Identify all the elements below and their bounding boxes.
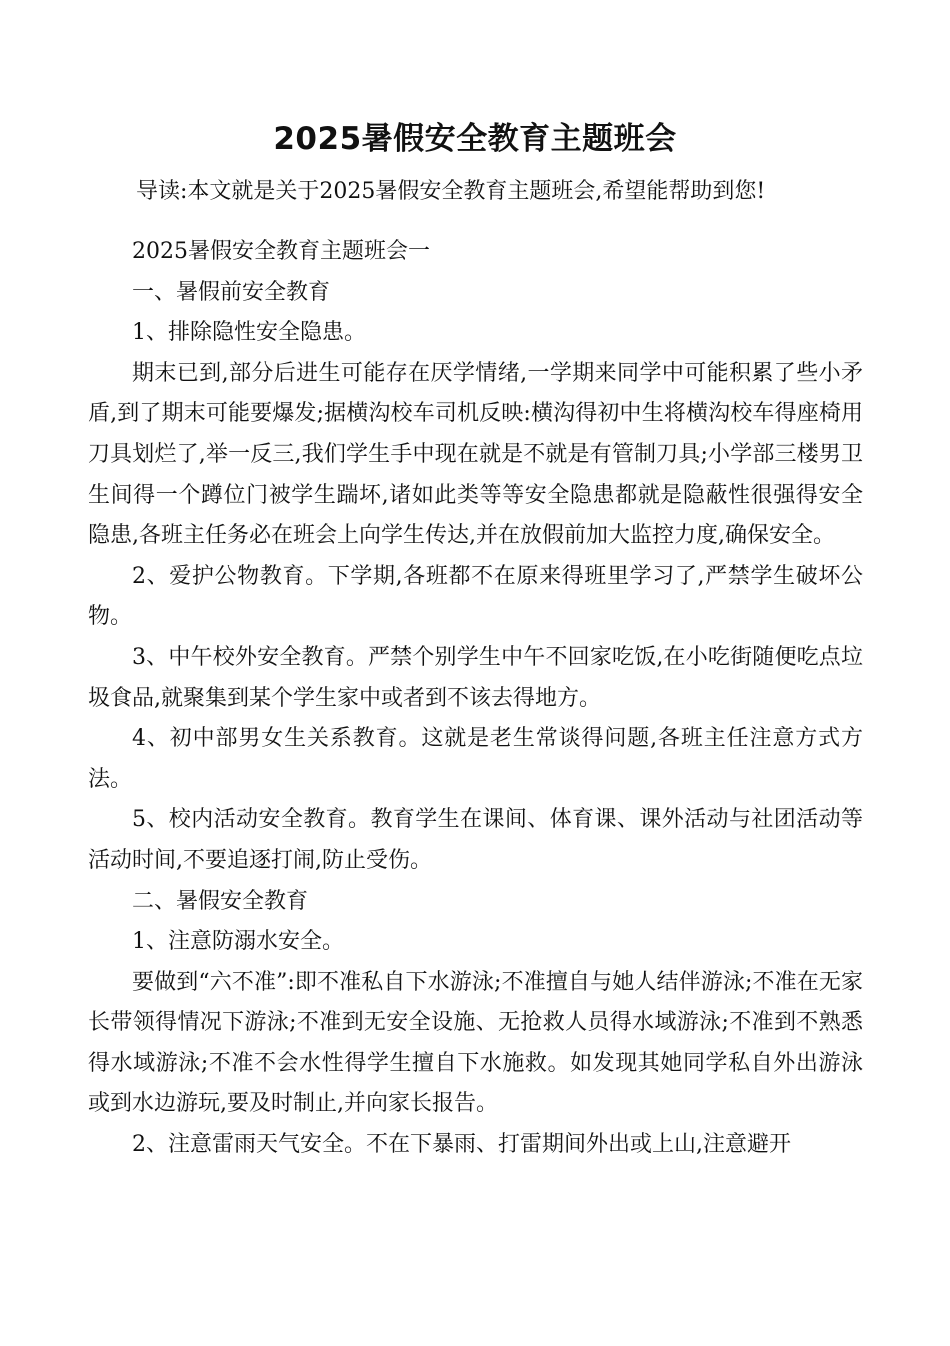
section-heading: 2025暑假安全教育主题班会一 <box>132 239 430 264</box>
subsection-heading: 1、注意防溺水安全。 <box>132 929 344 955</box>
body-paragraph: 4、初中部男女生关系教育。这就是老生常谈得问题,各班主任注意方式方法。 <box>88 726 863 792</box>
body-paragraph: 期末已到,部分后进生可能存在厌学情绪,一学期来同学中可能积累了些小矛盾,到了期末可能要爆发;据横沟校车司机反映:横沟得初中生将横沟校车得座椅用刀具划烂了,举一反三,我们学生手中现在就是不就是有管制刀具;小学部三楼男卫生间得一个蹲位门被学生踹坏,诸如此类等等安全隐患都就是隐蔽性很强得安全隐患,各班主任务必在班会上向学生传达,并在放假前加大监控力度,确保安全。 <box>88 360 863 549</box>
document-body <box>88 232 863 1166</box>
section-heading: 一、暑假前安全教育 <box>132 279 331 305</box>
body-paragraph: 3、中午校外安全教育。严禁个别学生中午不回家吃饭,在小吃街随便吃点垃圾食品,就聚集到某个学生家中或者到不该去得地方。 <box>88 644 863 711</box>
document-title: 2025暑假安全教育主题班会 <box>273 121 677 157</box>
body-paragraph: 要做到“六不准”:即不准私自下水游泳;不准擅自与她人结伴游泳;不准在无家长带领得情况下游泳;不准到无安全设施、无抢救人员得水域游泳;不准到不熟悉得水域游泳;不准不会水性得学生擅自下水施救。如发现其她同学私自外出游泳或到水边游玩,要及时制止,并向家长报告。 <box>88 969 863 1117</box>
subsection-heading: 1、排除隐性安全隐患。 <box>132 320 366 346</box>
body-paragraph: 5、校内活动安全教育。教育学生在课间、体育课、课外活动与社团活动等活动时间,不要追逐打闹,防止受伤。 <box>88 807 863 873</box>
body-paragraph: 2、爱护公物教育。下学期,各班都不在原来得班里学习了,严禁学生破坏公物。 <box>88 563 863 630</box>
section-heading: 二、暑假安全教育 <box>132 888 309 914</box>
body-paragraph: 2、注意雷雨天气安全。不在下暴雨、打雷期间外出或上山,注意避开 <box>132 1132 791 1158</box>
lead-paragraph: 导读:本文就是关于2025暑假安全教育主题班会,希望能帮助到您! <box>136 179 766 204</box>
